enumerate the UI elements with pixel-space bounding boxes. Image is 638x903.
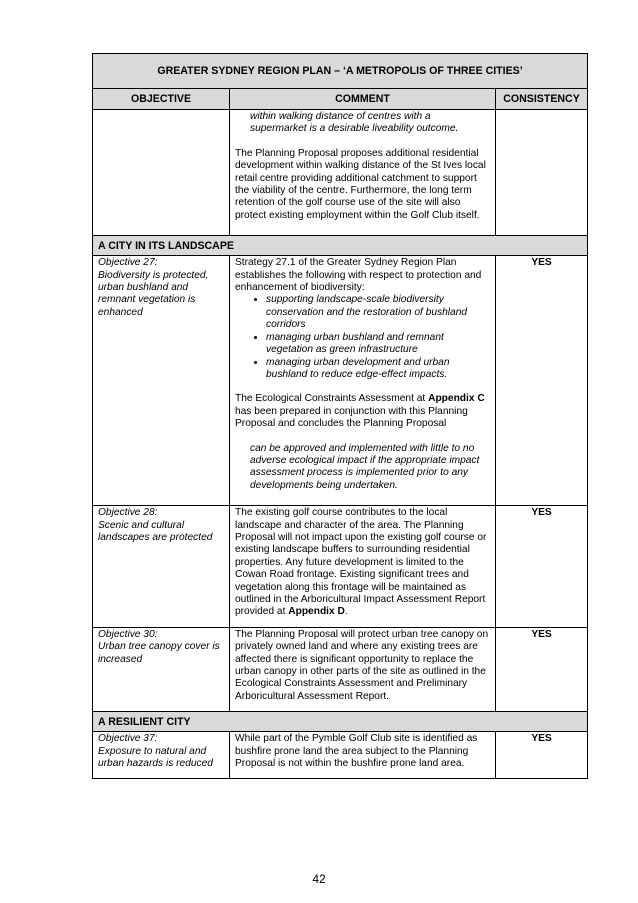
objective-label: Objective 30:: [98, 628, 158, 640]
table-title: GREATER SYDNEY REGION PLAN – ‘A METROPOLIS OF THREE CITIES’: [93, 54, 588, 89]
list-item: • managing urban development and urban bushland to reduce edge-effect impacts.: [266, 357, 490, 382]
appendix-ref: Appendix C: [428, 393, 485, 405]
header-objective: OBJECTIVE: [93, 89, 230, 110]
objective-cell: [93, 732, 230, 779]
comment-paragraph: [235, 393, 490, 430]
comment-cell: [230, 732, 496, 779]
section-heading-resilient: A RESILIENT CITY: [93, 712, 588, 732]
appendix-ref: Appendix D: [288, 606, 345, 618]
section-heading-landscape: A CITY IN ITS LANDSCAPE: [93, 236, 588, 256]
objective-label: Objective 37:: [98, 733, 158, 745]
objective-cell: [93, 506, 230, 628]
comment-quote: within walking distance of centres with a supermarket is a desirable liveability outcome.: [250, 111, 459, 135]
table-row: [93, 506, 588, 628]
objective-cell: [93, 256, 230, 506]
comment-text: The Planning Proposal will protect urban tree canopy on privately owned land and where any existing trees are affected there is significant opportunity to replace the urban canopy in other parts of the site as outlined in the Ecological Constraints Assessment and Preliminary Arboricultural Assessment Report.: [235, 628, 489, 702]
paragraph-text: has been prepared in conjunction with this Planning Proposal and concludes the Planning Proposal: [235, 405, 468, 430]
table-row: [93, 256, 588, 506]
table-row: [93, 732, 588, 779]
section-row: [93, 712, 588, 732]
objective-cell: [93, 110, 230, 236]
objective-desc: Scenic and cultural landscapes are protected: [98, 519, 213, 543]
consistency-cell: [496, 110, 588, 236]
consistency-value: YES: [496, 256, 588, 506]
comment-text: The Planning Proposal proposes additional residential development within walking distance of the St Ives local retail centre providing additional catchment to support the viability of the centre. Furthermore, the long term retention of the golf course use of the site will also protect existing employment within the Golf Club itself.: [235, 147, 486, 221]
header-comment: COMMENT: [230, 89, 496, 110]
header-consistency: CONSISTENCY: [496, 89, 588, 110]
comment-text: While part of the Pymble Golf Club site is identified as bushfire prone land the area subject to the Planning Proposal is not within the bushfire prone land area.: [235, 733, 478, 770]
paragraph-text: The Ecological Constraints Assessment at: [235, 393, 429, 405]
consistency-value: YES: [496, 627, 588, 711]
comment-cell: [230, 627, 496, 711]
consistency-table: [92, 53, 588, 779]
table-title-row: [93, 54, 588, 89]
objective-cell: [93, 627, 230, 711]
comment-cell: [230, 110, 496, 236]
objective-desc: Urban tree canopy cover is increased: [98, 641, 220, 665]
comment-quote: can be approved and implemented with little to no adverse ecological impact if the appropriate impact assessment process is implemented prior to any developments being undertaken.: [250, 442, 480, 491]
page-number: 42: [312, 872, 326, 886]
table-header-row: [93, 89, 588, 110]
objective-desc: Biodiversity is protected, urban bushland and remnant vegetation is enhanced: [98, 269, 209, 318]
consistency-value: YES: [496, 506, 588, 628]
table-row: [93, 110, 588, 236]
objective-label: Objective 27:: [98, 257, 158, 269]
table-row: [93, 627, 588, 711]
comment-intro: Strategy 27.1 of the Greater Sydney Region Plan establishes the following with respect to protection and enhancement of biodiversity:: [235, 257, 482, 294]
objective-label: Objective 28:: [98, 507, 158, 519]
objective-desc: Exposure to natural and urban hazards is reduced: [98, 745, 213, 770]
consistency-value: YES: [496, 732, 588, 779]
bullet-list: [235, 294, 490, 381]
comment-cell: [230, 256, 496, 506]
paragraph-text: .: [344, 606, 348, 618]
comment-paragraph: [235, 507, 490, 619]
section-row: [93, 236, 588, 256]
list-item: • supporting landscape-scale biodiversity conservation and the restoration of bushland corridors: [266, 294, 490, 331]
paragraph-text: The existing golf course contributes to the local landscape and character of the area. The Planning Proposal will not impact upon the existing golf course or existing landscape buffers to surrounding residential properties. Any future development is limited to the Cowan Road frontage. Existing significant trees and vegetation along this frontage will be maintained as outlined in the Arboricultural Impact Assessment Report provided at: [235, 507, 487, 618]
list-item: • managing urban bushland and remnant vegetation as green infrastructure: [266, 332, 490, 357]
comment-cell: [230, 506, 496, 628]
